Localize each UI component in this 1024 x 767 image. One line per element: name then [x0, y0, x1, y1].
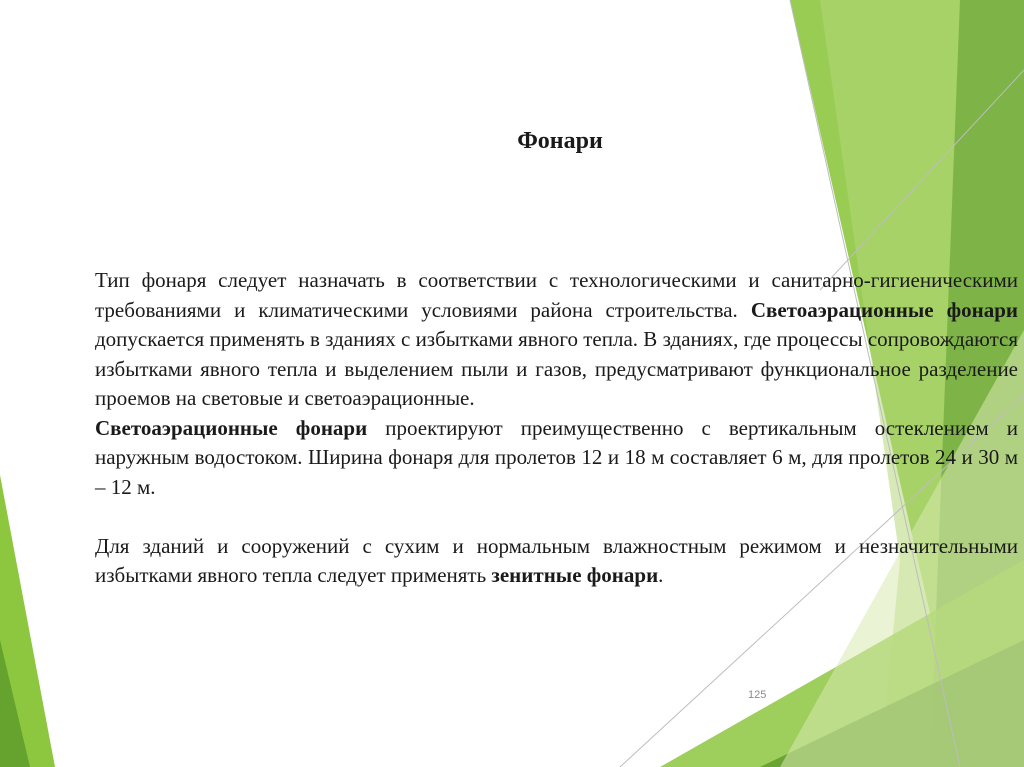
paragraph-3-text-b: .: [658, 563, 664, 587]
page-number: 125: [748, 689, 767, 701]
paragraph-2: [95, 414, 1018, 503]
paragraph-1-bold-term: Светоаэрационные фонари: [750, 297, 1018, 322]
slide-body: [95, 266, 1018, 591]
paragraph-1: [95, 266, 1018, 414]
paragraph-3-bold-term: зенитные фонари: [491, 563, 659, 587]
paragraph-3-text-a: Для зданий и сооружений с сухим и нормальным влажностным режимом и незначительными избытками явного тепла следует применять: [95, 533, 1018, 587]
paragraph-1-text-a: Тип фонаря следует назначать в соответствии с технологическими и санитарно-гигиеническими требованиями и климатическими условиями района строительства.: [95, 268, 1018, 322]
paragraph-2-bold-term: Светоаэрационные фонари: [95, 415, 368, 440]
paragraph-3: [95, 532, 1018, 591]
paragraph-2-text-a: проектируют преимущественно с вертикальным остеклением и наружным водостоком. Ширина фонаря для пролетов 12 и 18 м составляет 6 м, для пролетов 24 и 30 м – 12 м.: [95, 415, 1018, 499]
paragraph-1-text-b: допускается применять в зданиях с избытками явного тепла. В зданиях, где процессы сопровождаются избытками явного тепла и выделением пыли и газов, предусматривают функциональное разделение проемов на световые и светоаэрационные.: [95, 327, 1018, 410]
slide-title: Фонари: [517, 128, 603, 154]
